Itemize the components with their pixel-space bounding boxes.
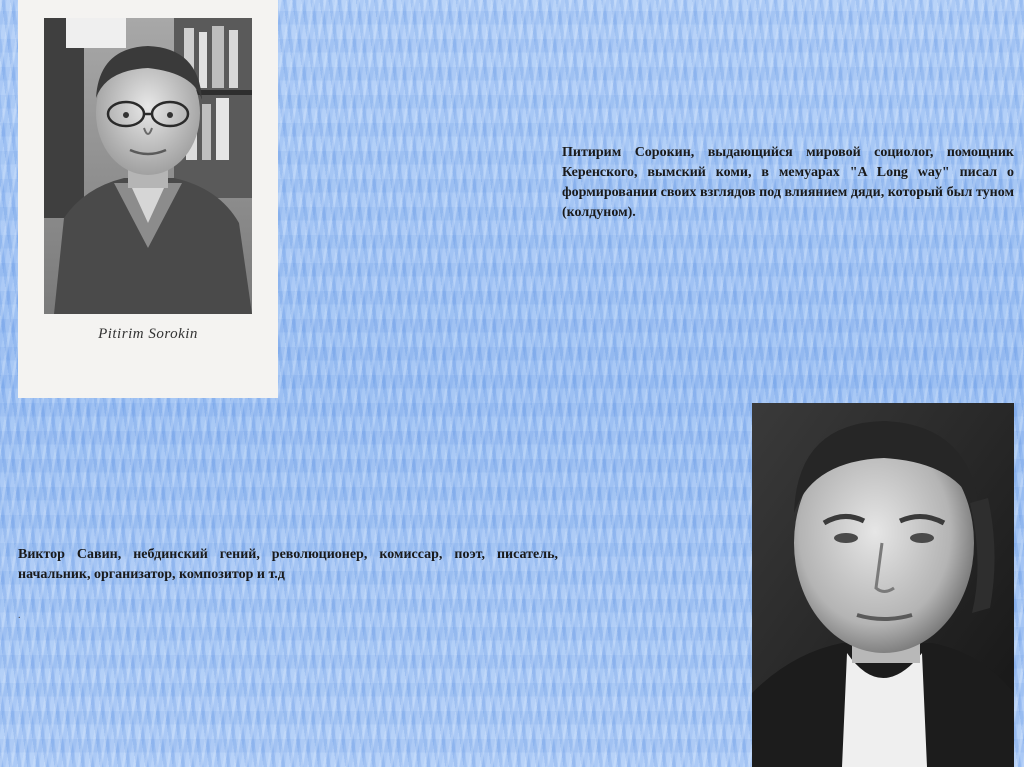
sorokin-portrait-image (44, 18, 252, 314)
savin-description: Виктор Савин, небдинский гений, революционер, комиссар, поэт, писатель, начальник, организатор, композитор и т.д (18, 547, 558, 582)
stray-dot: . (18, 610, 21, 621)
savin-photo (752, 403, 1014, 767)
sorokin-caption: Pitirim Sorokin (98, 326, 198, 342)
sorokin-photo (18, 0, 278, 398)
sorokin-description: Питирим Сорокин, выдающийся мировой социолог, помощник Керенского, вымский коми, в мемуарах "A Long way" писал о формировании своих взглядов под влиянием дяди, который был туном (колдуном). (562, 145, 1014, 220)
